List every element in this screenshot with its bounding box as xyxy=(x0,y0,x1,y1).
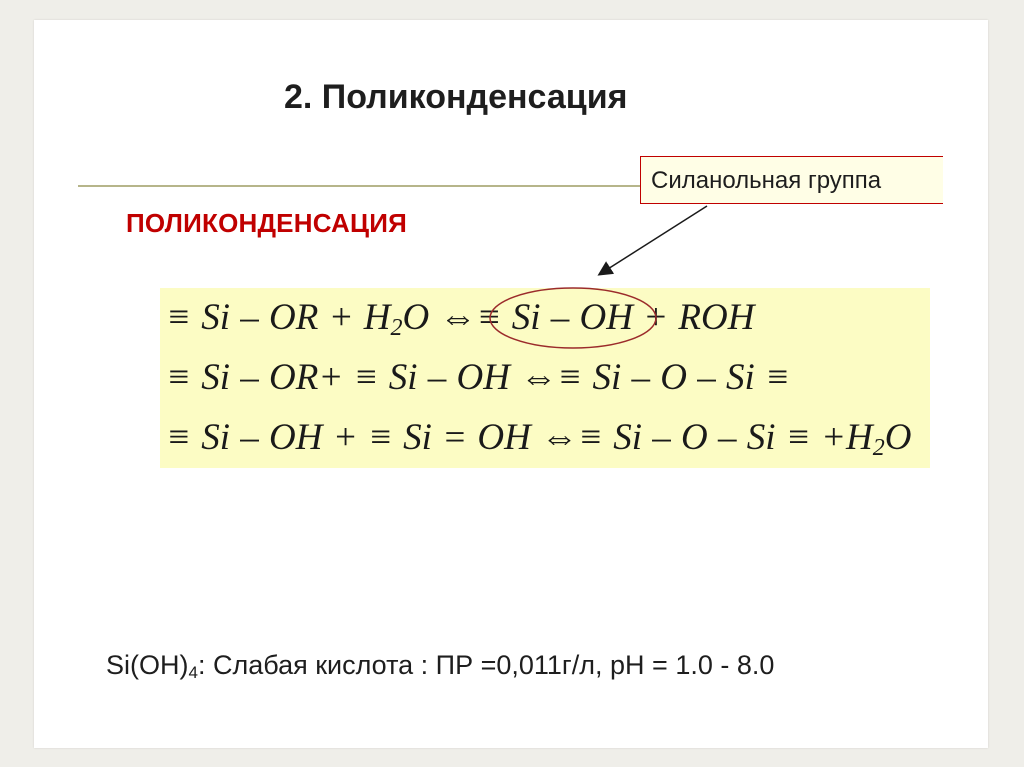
equation-3-part-1: ≡ Si – OH + ≡ Si = OH ⇔≡ Si – O – Si ≡ +H xyxy=(166,417,873,458)
silanol-group-callout: Силанольная группа xyxy=(640,156,943,204)
footer-formula: Si(OH) xyxy=(106,650,189,680)
equation-3-subscript: 2 xyxy=(872,435,885,461)
equation-water-condensation xyxy=(166,416,911,459)
equation-hydrolysis xyxy=(166,296,754,339)
slide-title: 2. Поликонденсация xyxy=(284,78,628,116)
footer-text: : Слабая кислота : ПР =0,011г/л, pH = 1.0 - 8.0 xyxy=(197,650,775,680)
section-heading: ПОЛИКОНДЕНСАЦИЯ xyxy=(126,208,407,238)
divider-line xyxy=(78,185,643,187)
equation-1-part-1: ≡ Si – OR + H xyxy=(166,297,391,338)
footer-formula-subscript: 4 xyxy=(188,663,198,682)
equation-1-part-2: O ⇔≡ Si – OH + ROH xyxy=(402,297,755,338)
equation-1-subscript: 2 xyxy=(390,315,403,341)
footer-note xyxy=(106,650,774,681)
equation-alcohol-condensation xyxy=(166,356,790,399)
equation-3-part-2: O xyxy=(884,417,912,458)
equation-2-text: ≡ Si – OR+ ≡ Si – OH ⇔≡ Si – O – Si ≡ xyxy=(166,357,790,398)
